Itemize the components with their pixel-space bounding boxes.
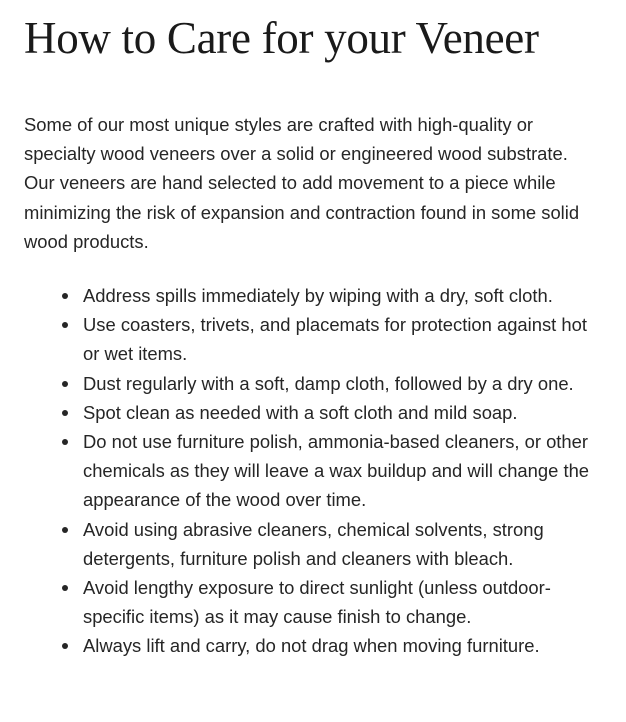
list-item — [83, 398, 603, 427]
tip-text: Do not use furniture polish, ammonia-based cleaners, or other chemicals as they will leave a wax buildup and will change the appearance of the wood over time. — [83, 431, 590, 511]
intro-paragraph: Some of our most unique styles are crafted with high-quality or specialty wood veneers over a solid or engineered wood substrate. Our veneers are hand selected to add movement to a piece while minimizing the risk of expansion and contraction found in some solid wood products. — [24, 114, 580, 252]
bullet-icon — [62, 439, 68, 445]
list-item — [83, 515, 603, 573]
bullet-icon — [62, 322, 68, 328]
tip-text: Spot clean as needed with a soft cloth and mild soap. — [83, 401, 518, 423]
page-title: How to Care for your Veneer — [24, 13, 539, 63]
bullet-icon — [62, 410, 68, 416]
bullet-icon — [62, 527, 68, 533]
tip-text: Address spills immediately by wiping with a dry, soft cloth. — [83, 285, 553, 307]
tip-text: Always lift and carry, do not drag when moving furniture. — [83, 635, 540, 657]
care-tips-list — [24, 281, 602, 661]
tip-text: Use coasters, trivets, and placemats for protection against hot or wet items. — [83, 314, 587, 365]
list-item — [83, 631, 603, 660]
bullet-icon — [62, 585, 68, 591]
list-item — [83, 427, 603, 515]
tip-text: Dust regularly with a soft, damp cloth, followed by a dry one. — [83, 372, 574, 394]
tip-text: Avoid lengthy exposure to direct sunlight (unless outdoor-specific items) as it may cause finish to change. — [83, 577, 551, 628]
bullet-icon — [62, 643, 68, 649]
list-item — [83, 369, 603, 398]
list-item — [83, 573, 603, 631]
bullet-icon — [62, 293, 68, 299]
bullet-icon — [62, 381, 68, 387]
tip-text: Avoid using abrasive cleaners, chemical solvents, strong detergents, furniture polish and cleaners with bleach. — [83, 518, 544, 569]
list-item — [83, 281, 603, 310]
list-item — [83, 310, 603, 368]
